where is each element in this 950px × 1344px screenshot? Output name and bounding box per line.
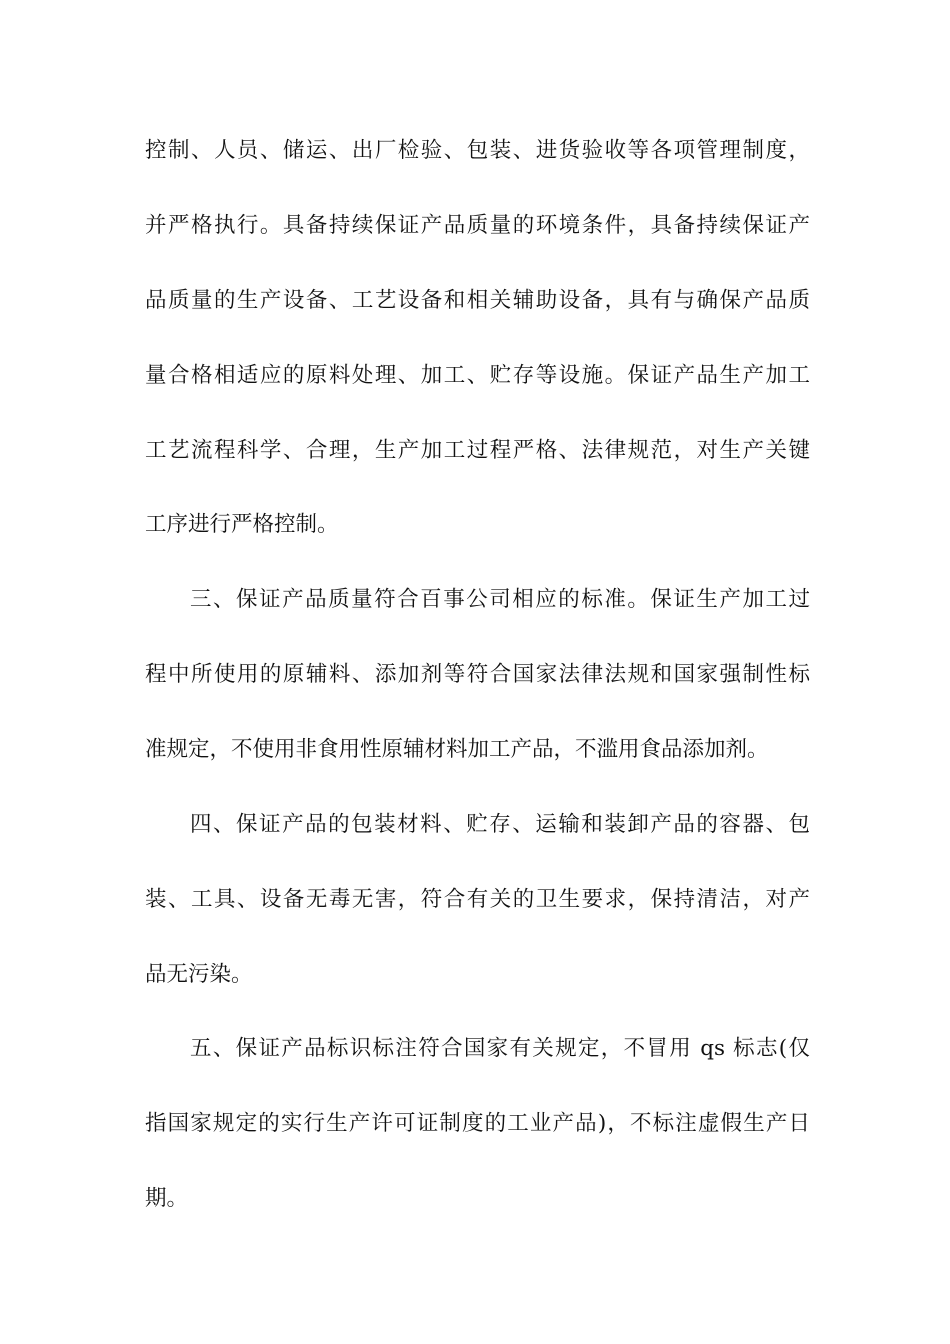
text-line: 量合格相适应的原料处理、加工、贮存等设施。保证产品生产加工 [145, 363, 810, 388]
text-line: 并严格执行。具备持续保证产品质量的环境条件，具备持续保证产 [145, 213, 810, 238]
paragraph-3-first-line: 三、保证产品质量符合百事公司相应的标准。保证生产加工过 [190, 587, 810, 612]
text-line: 期。 [145, 1186, 189, 1211]
text-line: 指国家规定的实行生产许可证制度的工业产品)，不标注虚假生产日 [145, 1111, 810, 1136]
text-line: 品无污染。 [145, 962, 253, 987]
text-line: 品质量的生产设备、工艺设备和相关辅助设备，具有与确保产品质 [145, 288, 810, 313]
text-line: 工序进行严格控制。 [145, 512, 339, 537]
paragraph-5-first-line: 五、保证产品标识标注符合国家有关规定，不冒用 qs 标志(仅 [190, 1036, 810, 1061]
text-line: 装、工具、设备无毒无害，符合有关的卫生要求，保持清洁，对产 [145, 887, 810, 912]
text-line: 准规定，不使用非食用性原辅材料加工产品，不滥用食品添加剂。 [145, 737, 769, 762]
text-line: 工艺流程科学、合理，生产加工过程严格、法律规范，对生产关键 [145, 438, 810, 463]
text-line: 程中所使用的原辅料、添加剂等符合国家法律法规和国家强制性标 [145, 662, 810, 687]
paragraph-4-first-line: 四、保证产品的包装材料、贮存、运输和装卸产品的容器、包 [190, 812, 810, 837]
text-line: 控制、人员、储运、出厂检验、包装、进货验收等各项管理制度， [145, 138, 810, 163]
